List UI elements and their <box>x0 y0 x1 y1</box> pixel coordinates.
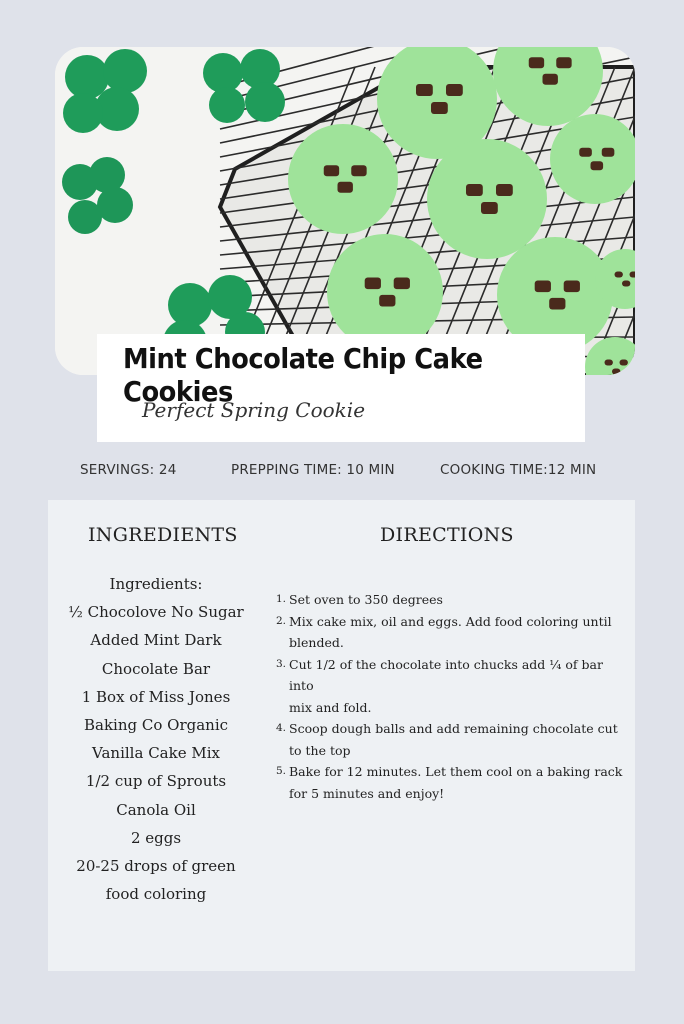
cookie <box>288 124 398 234</box>
step-number: 4. <box>276 722 287 734</box>
step-number: 5. <box>276 765 287 777</box>
step-line: blended. <box>289 635 344 650</box>
chocolate-chunk <box>543 74 558 85</box>
direction-step <box>276 589 626 611</box>
chocolate-chunk <box>556 57 571 68</box>
step-number: 3. <box>276 657 287 670</box>
step-line: to the top <box>289 742 351 758</box>
recipe-subtitle: Perfect Spring Cookie <box>142 398 366 422</box>
step-line: Scoop dough balls and add remaining chocolate cut <box>289 721 618 736</box>
ingredient-line: Baking Co Organic <box>83 716 229 735</box>
chocolate-chunk <box>605 360 613 366</box>
recipe-panel <box>48 500 635 971</box>
chocolate-chunk <box>602 148 615 157</box>
ingredient-line: Added Mint Dark <box>90 631 222 650</box>
step-number: 1. <box>276 593 287 605</box>
ingredient-line: 2 eggs <box>130 828 182 847</box>
step-line: Bake for 12 minutes. Let them cool on a baking rack <box>289 764 623 779</box>
ingredients-list <box>54 570 258 908</box>
ingredient-line: 1/2 cup of Sprouts <box>85 772 227 791</box>
ingredient-line: 1 Box of Miss Jones <box>81 687 231 706</box>
chocolate-chunk <box>365 278 381 290</box>
chocolate-chunk <box>564 281 580 293</box>
directions-heading: DIRECTIONS <box>380 524 514 546</box>
recipe-title: Mint Chocolate Chip Cake Cookies <box>123 342 483 408</box>
step-number: 2. <box>276 614 287 627</box>
prep-time-label: PREPPING TIME: 10 MIN <box>231 462 395 478</box>
ingredient-line: Canola Oil <box>116 800 196 819</box>
hero-photo <box>55 47 635 375</box>
chocolate-chunk <box>620 360 628 366</box>
step-line: Cut 1/2 of the chocolate into chucks add ¼ of bar into <box>289 656 603 693</box>
direction-step <box>276 611 626 654</box>
chocolate-chunk <box>416 84 433 96</box>
chocolate-chunk <box>446 84 463 96</box>
chocolate-chunk <box>338 182 353 193</box>
chocolate-chunk <box>394 278 410 290</box>
ingredient-line: Chocolate Bar <box>101 659 211 678</box>
direction-step <box>276 718 626 761</box>
chocolate-chunk <box>496 184 513 196</box>
directions-list <box>276 589 626 804</box>
ingredient-line: Ingredients: <box>109 575 203 593</box>
chocolate-chunk <box>591 161 604 170</box>
direction-step <box>276 654 626 719</box>
ingredient-line: food coloring <box>105 885 207 904</box>
chocolate-chunk <box>431 102 448 114</box>
ingredient-line: 20-25 drops of green <box>76 857 236 876</box>
title-card <box>97 334 585 442</box>
chocolate-chunk <box>529 57 544 68</box>
step-line: Mix cake mix, oil and eggs. Add food coloring until <box>289 613 612 629</box>
step-line: mix and fold. <box>289 699 372 715</box>
cook-time-label: COOKING TIME:12 MIN <box>440 462 597 478</box>
direction-step <box>276 761 626 804</box>
chocolate-chunk <box>535 281 551 293</box>
chocolate-chunk <box>379 295 395 307</box>
ingredient-line: ½ Chocolove No Sugar <box>68 603 244 622</box>
chocolate-chunk <box>622 281 630 287</box>
step-line: for 5 minutes and enjoy! <box>289 785 445 801</box>
chocolate-chunk <box>351 165 366 176</box>
chocolate-chunk <box>324 165 339 176</box>
cookie <box>427 139 547 259</box>
cookie <box>327 234 443 350</box>
ingredient-line: Vanilla Cake Mix <box>92 744 220 763</box>
ingredients-heading: INGREDIENTS <box>88 524 238 546</box>
chocolate-chunk <box>579 148 592 157</box>
chocolate-chunk <box>481 202 498 214</box>
chocolate-chunk <box>615 272 623 278</box>
step-line: Set oven to 350 degrees <box>289 592 443 607</box>
chocolate-chunk <box>612 369 620 375</box>
servings-label: SERVINGS: 24 <box>80 462 177 478</box>
chocolate-chunk <box>549 298 565 310</box>
chocolate-chunk <box>466 184 483 196</box>
